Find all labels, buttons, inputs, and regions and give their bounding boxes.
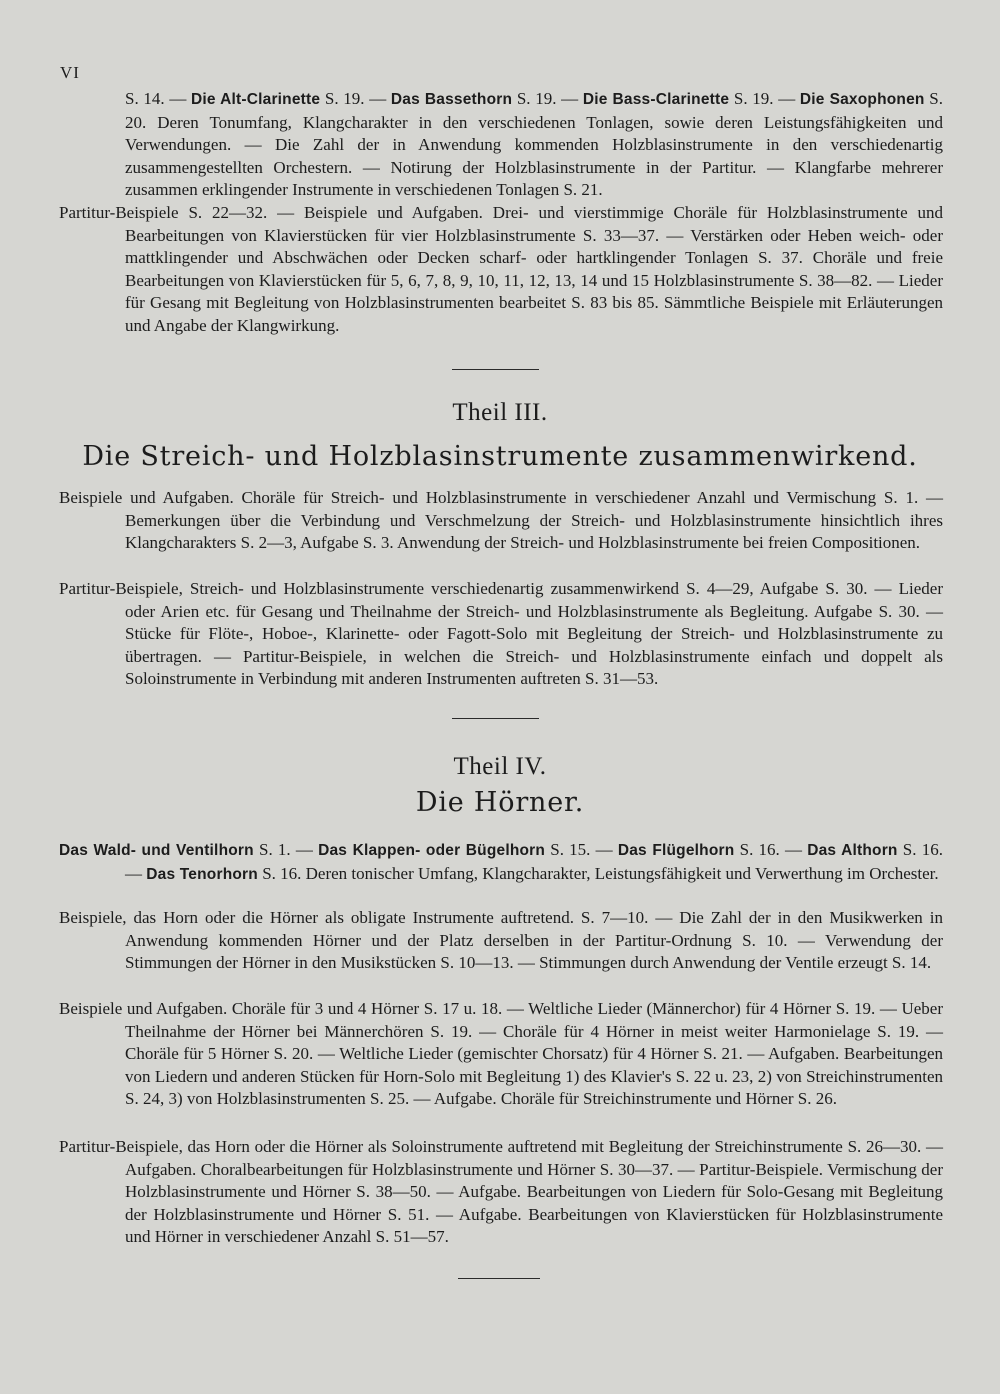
section-divider (452, 369, 539, 370)
text-run: S. 19. — (729, 89, 800, 108)
text-run: S. 14. — (125, 89, 192, 108)
section-divider (458, 1278, 540, 1279)
text-run: S. 15. — (545, 840, 618, 859)
part3-paragraph-examples: Beispiele und Aufgaben. Choräle für Streich- und Holzblasinstrumente in verschiedener Anzahl und Vermischung S. 1. — Bemerkungen über die Verbindung und Verschmelzung der Streich- und Holzblasinstrumente hinsichtlich ihres Klangcharakters S. 2—3, Aufgabe S. 3. Anwendung der Streich- und Holzblasinstrumente bei freien Compositionen. (59, 488, 943, 552)
klappen-buegelhorn-term: Das Klappen- oder Bügelhorn (318, 842, 546, 859)
text-run: S. 16. Deren tonischer Umfang, Klangcharakter, Leistungsfähigkeit und Verwerthung im Orchester. (257, 863, 939, 883)
part4-obligate-horns-paragraph: Beispiele, das Horn oder die Hörner als obligate Instrumente auftretend. S. 7—10. — Die Zahl der in den Musikwerken in Anwendung kommenden Hörner und der Platz derselben in der Partitur-Ordnung S. 10. — Verwendung der Stimmungen der Hörner in den Musikstücken S. 10—13. — Stimmungen durch Anwendung der Ventile erzeugt S. 14. (59, 908, 943, 972)
page-number: VI (60, 63, 80, 82)
part4-chorales-paragraph: Beispiele und Aufgaben. Choräle für 3 und 4 Hörner S. 17 u. 18. — Weltliche Lieder (Männerchor) für 4 Hörner S. 19. — Ueber Theilnahme der Hörner bei Männerchören S. 19. — Choräle für 4 Hörner in meist weiter Harmonielage S. 19. — Choräle für 5 Hörner S. 20. — Weltliche Lieder (gemischter Chorsatz) für 4 Hörner S. 21. — Aufgaben. Bearbeitungen von Liedern und anderen Stücken für Horn-Solo mit Begleitung 1) des Klavier's S. 22 u. 23, 2) von Streichinstrumenten S. 24, 3) von Holzblasinstrumenten S. 25. — Aufgabe. Choräle für Streichinstrumente und Hörner S. 26. (59, 999, 943, 1108)
text-run: S. 20. Deren Tonumfang, Klangcharakter in den verschiedenen Tonlagen, sowie deren Leistungsfähigkeiten und Verwendungen. — Die Zahl der in Anwendung kommenden Holzblasinstrumente in den verschiedenartig zusammengestellten Orchestern. — Notirung der Holzblasinstrumente in der Partitur. — Klangfarbe mehrerer zusammen erklingender Instrumente in verschiedenen Tonlagen S. 21. (125, 89, 943, 199)
part3-title: Die Streich- und Holzblasinstrumente zusammenwirkend. (82, 441, 918, 472)
part4-horn-types-paragraph (59, 839, 943, 886)
text-run: S. 19. — (320, 89, 391, 108)
saxophone-term: Die Saxophonen (799, 91, 925, 108)
part3-paragraph-score-examples: Partitur-Beispiele, Streich- und Holzblasinstrumente verschiedenartig zusammenwirkend S. 4—29, Aufgabe S. 30. — Lieder oder Arien etc. für Gesang und Theilnahme der Streich- und Holzblasinstrumente als Begleitung. Aufgabe S. 30. — Stücke für Flöte-, Hoboe-, Klarinette- oder Fagott-Solo mit Begleitung der Streich- und Holzblasinstrumente zu übertragen. — Partitur-Beispiele, in welchen die Streich- und Holzblasinstrumente einfach und doppelt als Soloinstrumente in Verbindung mit anderen Instrumenten auftreten S. 31—53. (59, 579, 943, 688)
text-run: S. 16. — (734, 840, 808, 859)
part2-score-examples-paragraph: Partitur-Beispiele S. 22—32. — Beispiele und Aufgaben. Drei- und vierstimmige Choräle für Holzblasinstrumente und Bearbeitungen von Klavierstücken für vier Holzblasinstrumente S. 33—37. — Verstärken oder Heben weich- oder mattklingender und Abschwächen oder Decken scharf- oder hartklingender Tonlagen S. 37. Choräle und freie Bearbeitungen von Klavierstücken für 5, 6, 7, 8, 9, 10, 11, 12, 13, 14 und 15 Holzblasinstrumente S. 38—82. — Lieder für Gesang mit Begleitung von Holzblasinstrumenten bearbeitet S. 83 bis 85. Sämmtliche Beispiele mit Erläuterungen und Angabe der Klangwirkung. (59, 203, 943, 335)
text-run: S. 1. — (253, 840, 319, 859)
part4-heading: Theil IV. (453, 753, 547, 780)
text-run: S. 19. — (512, 89, 583, 108)
woodwind-instruments-entry (125, 88, 943, 202)
part4-score-examples-paragraph: Partitur-Beispiele, das Horn oder die Hörner als Soloinstrumente auftretend mit Begleitung der Streichinstrumente S. 26—30. — Aufgaben. Choralbearbeitungen für Holzblasinstrumente und Hörner S. 30—37. — Partitur-Beispiele. Vermischung der Holzblasinstrumente und Hörner S. 38—50. — Aufgabe. Bearbeitungen von Liedern für Solo-Gesang mit Begleitung der Holzblasinstrumente und Hörner S. 51. — Aufgabe. Bearbeitungen von Klavierstücken für Holzblasinstrumente und Hörner in verschiedener Anzahl S. 51—57. (59, 1137, 943, 1246)
althorn-term: Das Althorn (807, 842, 898, 859)
alt-clarinet-term: Die Alt-Clarinette (191, 91, 321, 108)
wald-ventilhorn-term: Das Wald- und Ventilhorn (59, 842, 254, 859)
tenorhorn-term: Das Tenorhorn (146, 865, 258, 883)
part3-heading: Theil III. (452, 399, 548, 426)
section-divider (452, 718, 539, 719)
fluegelhorn-term: Das Flügelhorn (617, 842, 735, 859)
text-run: S. 16. — (125, 840, 943, 883)
part4-title: Die Hörner. (415, 787, 585, 818)
bass-clarinet-term: Die Bass-Clarinette (582, 91, 730, 108)
bassethorn-term: Das Bassethorn (390, 91, 513, 108)
